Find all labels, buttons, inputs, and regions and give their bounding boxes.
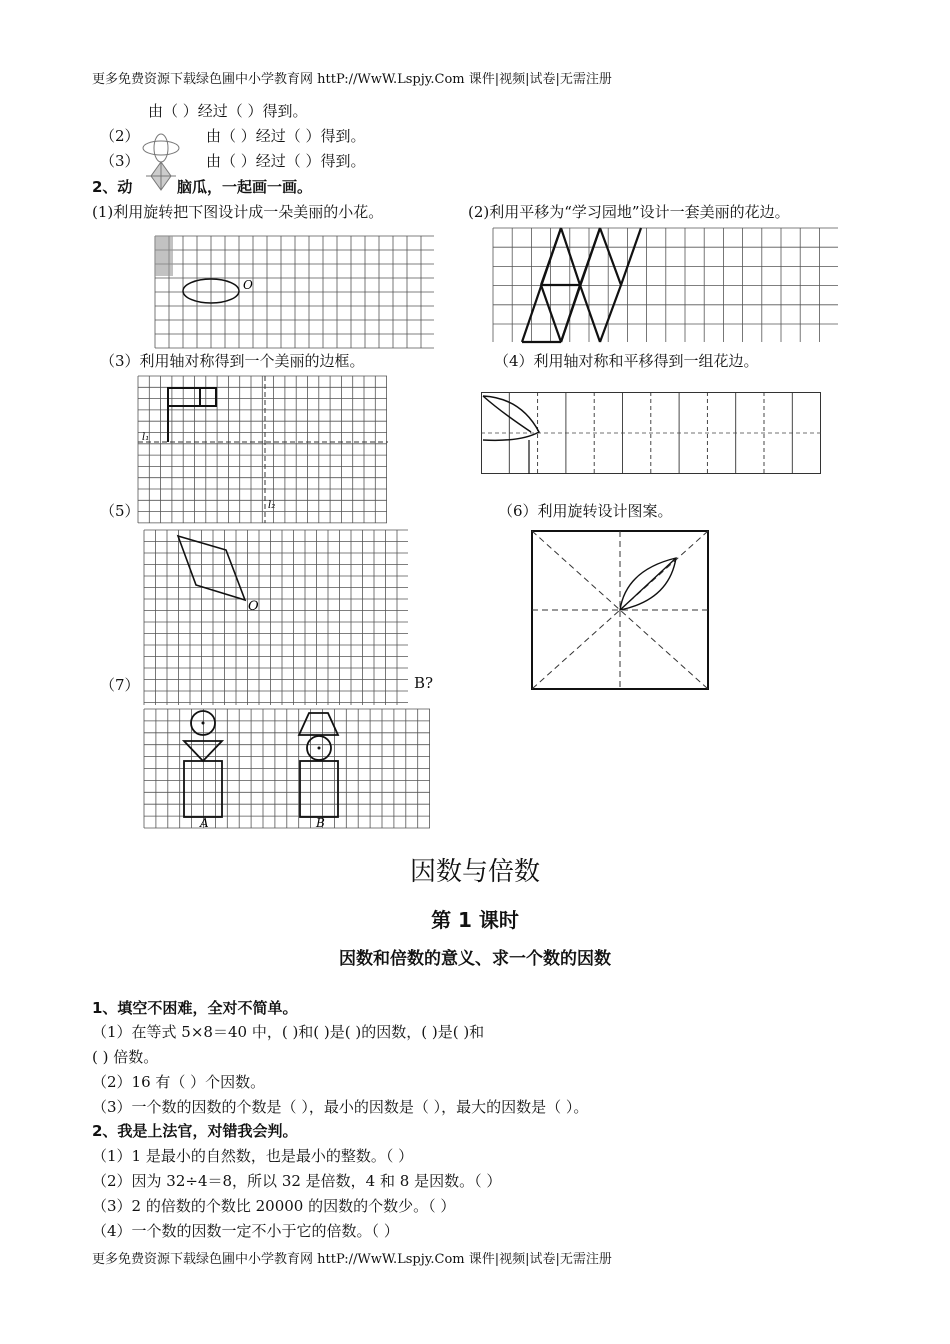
figure-a xyxy=(184,711,222,817)
lesson-title: 第 1 课时 xyxy=(431,908,519,932)
chapter-title: 因数与倍数 xyxy=(409,857,540,887)
rhombus-shape xyxy=(178,536,245,600)
frame-corner-shape xyxy=(168,388,216,442)
task-5-label: （5） xyxy=(100,502,140,520)
axis-l1-label: l₁ xyxy=(142,432,150,443)
answer-line-3-number: （3） xyxy=(100,152,140,170)
grid-lines xyxy=(144,709,430,828)
task-7-label: （7） xyxy=(100,676,140,694)
strip-columns xyxy=(481,392,821,474)
rotation-flower-grid xyxy=(155,236,435,351)
question-1-line-1: （1）在等式 5×8＝40 中，( )和( )是( )的因数，( )是( )和 xyxy=(92,1023,485,1041)
grid-lines xyxy=(144,530,408,705)
task-6-label: （6）利用旋转设计图案。 xyxy=(498,502,673,520)
figure-b-label: B xyxy=(316,816,325,830)
question-2-line-3: （3）2 的倍数的个数比 20000 的因数的个数少。（ ） xyxy=(92,1197,456,1215)
question-1-line-3: （2）16 有（ ）个因数。 xyxy=(92,1073,266,1091)
section-2-title-b: 脑瓜，一起画一画。 xyxy=(177,178,313,196)
question-1-title: 1、填空不困难，全对不简单。 xyxy=(92,999,298,1017)
question-2-line-2: （2）因为 32÷4＝8，所以 32 是倍数，4 和 8 是因数。（ ） xyxy=(92,1172,502,1190)
answer-line-2-number: （2） xyxy=(100,127,140,145)
symmetry-frame-grid xyxy=(138,376,388,523)
question-1-line-2: ( ) 倍数。 xyxy=(92,1048,159,1066)
answer-line-1: 由（ ）经过（ ）得到。 xyxy=(148,102,308,120)
axis-l2-label: l₂ xyxy=(268,500,276,511)
point-o-label: O xyxy=(243,278,253,292)
task-7-tail: B? xyxy=(414,674,434,692)
question-2-line-4: （4）一个数的因数一定不小于它的倍数。（ ） xyxy=(92,1222,399,1240)
point-o-label: O xyxy=(248,599,259,614)
answer-line-2: 由（ ）经过（ ）得到。 xyxy=(206,127,366,145)
task-4-label: （4）利用轴对称和平移得到一组花边。 xyxy=(494,352,759,370)
leaf-shape xyxy=(483,396,539,440)
question-2-title: 2、我是上法官，对错我会判。 xyxy=(92,1122,298,1140)
task-1-label: (1)利用旋转把下图设计成一朵美丽的小花。 xyxy=(92,203,384,221)
answer-line-3: 由（ ）经过（ ）得到。 xyxy=(206,152,366,170)
rhombus-pattern xyxy=(522,228,641,342)
grid-lines xyxy=(155,236,434,348)
page-footer: 更多免费资源下载绿色圃中小学教育网 httP://WwW.Lspjy.Com 课件|视频|试卷|无需注册 xyxy=(92,1252,612,1267)
task-2-label: (2)利用平移为“学习园地”设计一套美丽的花边。 xyxy=(468,203,790,221)
question-2-line-1: （1）1 是最小的自然数，也是最小的整数。（ ） xyxy=(92,1147,414,1165)
page-header: 更多免费资源下载绿色圃中小学教育网 httP://WwW.Lspjy.Com 课件|视频|试卷|无需注册 xyxy=(92,72,612,87)
figure-ab-grid xyxy=(144,709,430,829)
question-1-line-4: （3）一个数的因数的个数是（ ），最小的因数是（ ），最大的因数是（ ）。 xyxy=(92,1098,589,1116)
lesson-subtitle: 因数和倍数的意义、求一个数的因数 xyxy=(339,949,611,969)
figure-b xyxy=(299,713,338,817)
figure-a-label: A xyxy=(200,816,209,830)
task-3-label: （3）利用轴对称得到一个美丽的边框。 xyxy=(100,352,365,370)
translation-border-grid xyxy=(493,228,839,343)
shaded-corner xyxy=(155,236,173,276)
leaf-border-strip xyxy=(481,392,821,474)
rotation-design-square xyxy=(531,530,709,690)
grid-lines xyxy=(138,376,387,523)
rhombus-rotation-grid xyxy=(144,530,408,705)
section-2-title-a: 2、动 xyxy=(92,178,133,196)
leaf-shape xyxy=(620,558,676,610)
